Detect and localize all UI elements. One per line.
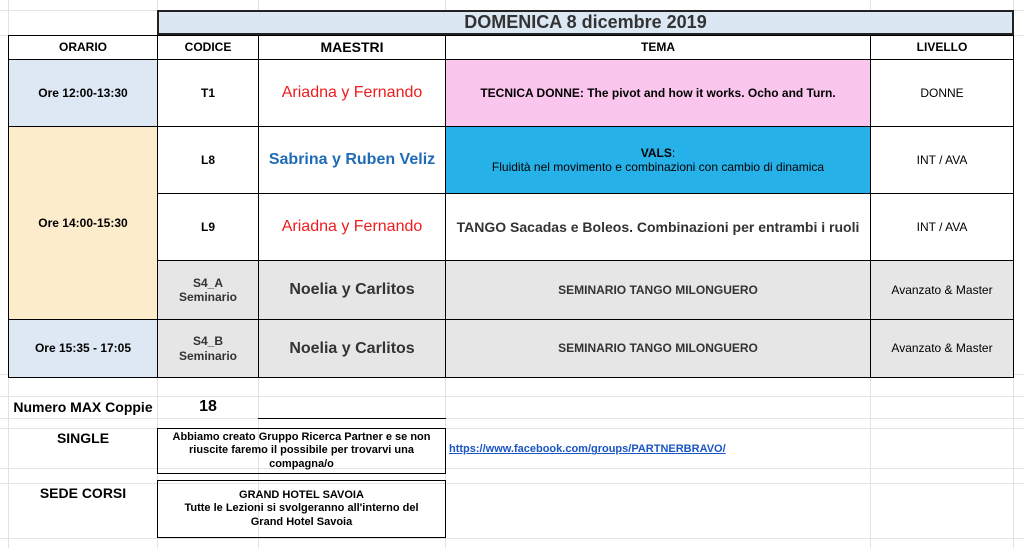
- partner-group-link[interactable]: https://www.facebook.com/groups/PARTNERBRAVO/: [449, 443, 726, 456]
- day-title: DOMENICA 8 dicembre 2019: [157, 10, 1014, 35]
- single-label[interactable]: SINGLE: [56, 429, 110, 446]
- maestri-cell[interactable]: Ariadna y Fernando: [258, 59, 446, 127]
- header-codice: CODICE: [157, 35, 259, 60]
- livello-cell[interactable]: INT / AVA: [870, 126, 1014, 194]
- sede-note: Tutte le Lezioni si svolgeranno all'interno del Grand Hotel Savoia: [184, 502, 419, 528]
- tema-cell[interactable]: SEMINARIO TANGO MILONGUERO: [445, 260, 871, 320]
- tema-cell[interactable]: SEMINARIO TANGO MILONGUERO: [445, 319, 871, 378]
- livello-cell[interactable]: Avanzato & Master: [870, 319, 1014, 378]
- sede-hotel-name: GRAND HOTEL SAVOIA: [239, 489, 364, 502]
- orario-cell[interactable]: Ore 15:35 - 17:05: [8, 319, 158, 378]
- tema-title: VALS :: [641, 146, 675, 160]
- tema-text: Fluidità nel movimento e combinazioni con cambio di dinamica: [491, 160, 825, 174]
- maestri-cell[interactable]: Sabrina y Ruben Veliz: [258, 126, 446, 194]
- codice-cell[interactable]: [157, 319, 259, 378]
- tema-cell[interactable]: TANGO Sacadas e Boleos. Combinazioni per entrambi i ruoli: [445, 193, 871, 261]
- sede-text-cell[interactable]: [157, 480, 446, 538]
- max-coppie-value[interactable]: 18: [199, 398, 217, 416]
- header-orario: ORARIO: [8, 35, 158, 60]
- orario-cell[interactable]: Ore 12:00-13:30: [8, 59, 158, 127]
- partner-link-cell[interactable]: [445, 440, 727, 460]
- orario-cell[interactable]: Ore 14:00-15:30: [8, 126, 158, 320]
- codice-code: S4_B: [192, 334, 224, 349]
- livello-cell[interactable]: Avanzato & Master: [870, 260, 1014, 320]
- codice-cell[interactable]: [157, 260, 259, 320]
- maestri-cell[interactable]: Noelia y Carlitos: [258, 260, 446, 320]
- codice-cell[interactable]: T1: [157, 59, 259, 127]
- codice-code: S4_A: [192, 275, 224, 290]
- header-tema: TEMA: [445, 35, 871, 60]
- livello-cell[interactable]: DONNE: [870, 59, 1014, 127]
- tema-cell[interactable]: TECNICA DONNE: The pivot and how it works. Ocho and Turn.: [445, 59, 871, 127]
- header-maestri: MAESTRI: [258, 35, 446, 60]
- divider: [258, 418, 446, 420]
- max-coppie-label[interactable]: Numero MAX Coppie: [13, 398, 153, 415]
- sede-label[interactable]: SEDE CORSI: [39, 484, 127, 501]
- tema-cell[interactable]: [445, 126, 871, 194]
- livello-cell[interactable]: INT / AVA: [870, 193, 1014, 261]
- single-text[interactable]: Abbiamo creato Gruppo Ricerca Partner e se non riuscite faremo il possibile per trovarvi una compagna/o: [157, 428, 446, 474]
- codice-cell[interactable]: L9: [157, 193, 259, 261]
- codice-cell[interactable]: L8: [157, 126, 259, 194]
- codice-sub: Seminario: [178, 348, 238, 363]
- codice-sub: Seminario: [178, 290, 238, 304]
- maestri-cell[interactable]: Noelia y Carlitos: [258, 319, 446, 378]
- maestri-cell[interactable]: Ariadna y Fernando: [258, 193, 446, 261]
- header-livello: LIVELLO: [870, 35, 1014, 60]
